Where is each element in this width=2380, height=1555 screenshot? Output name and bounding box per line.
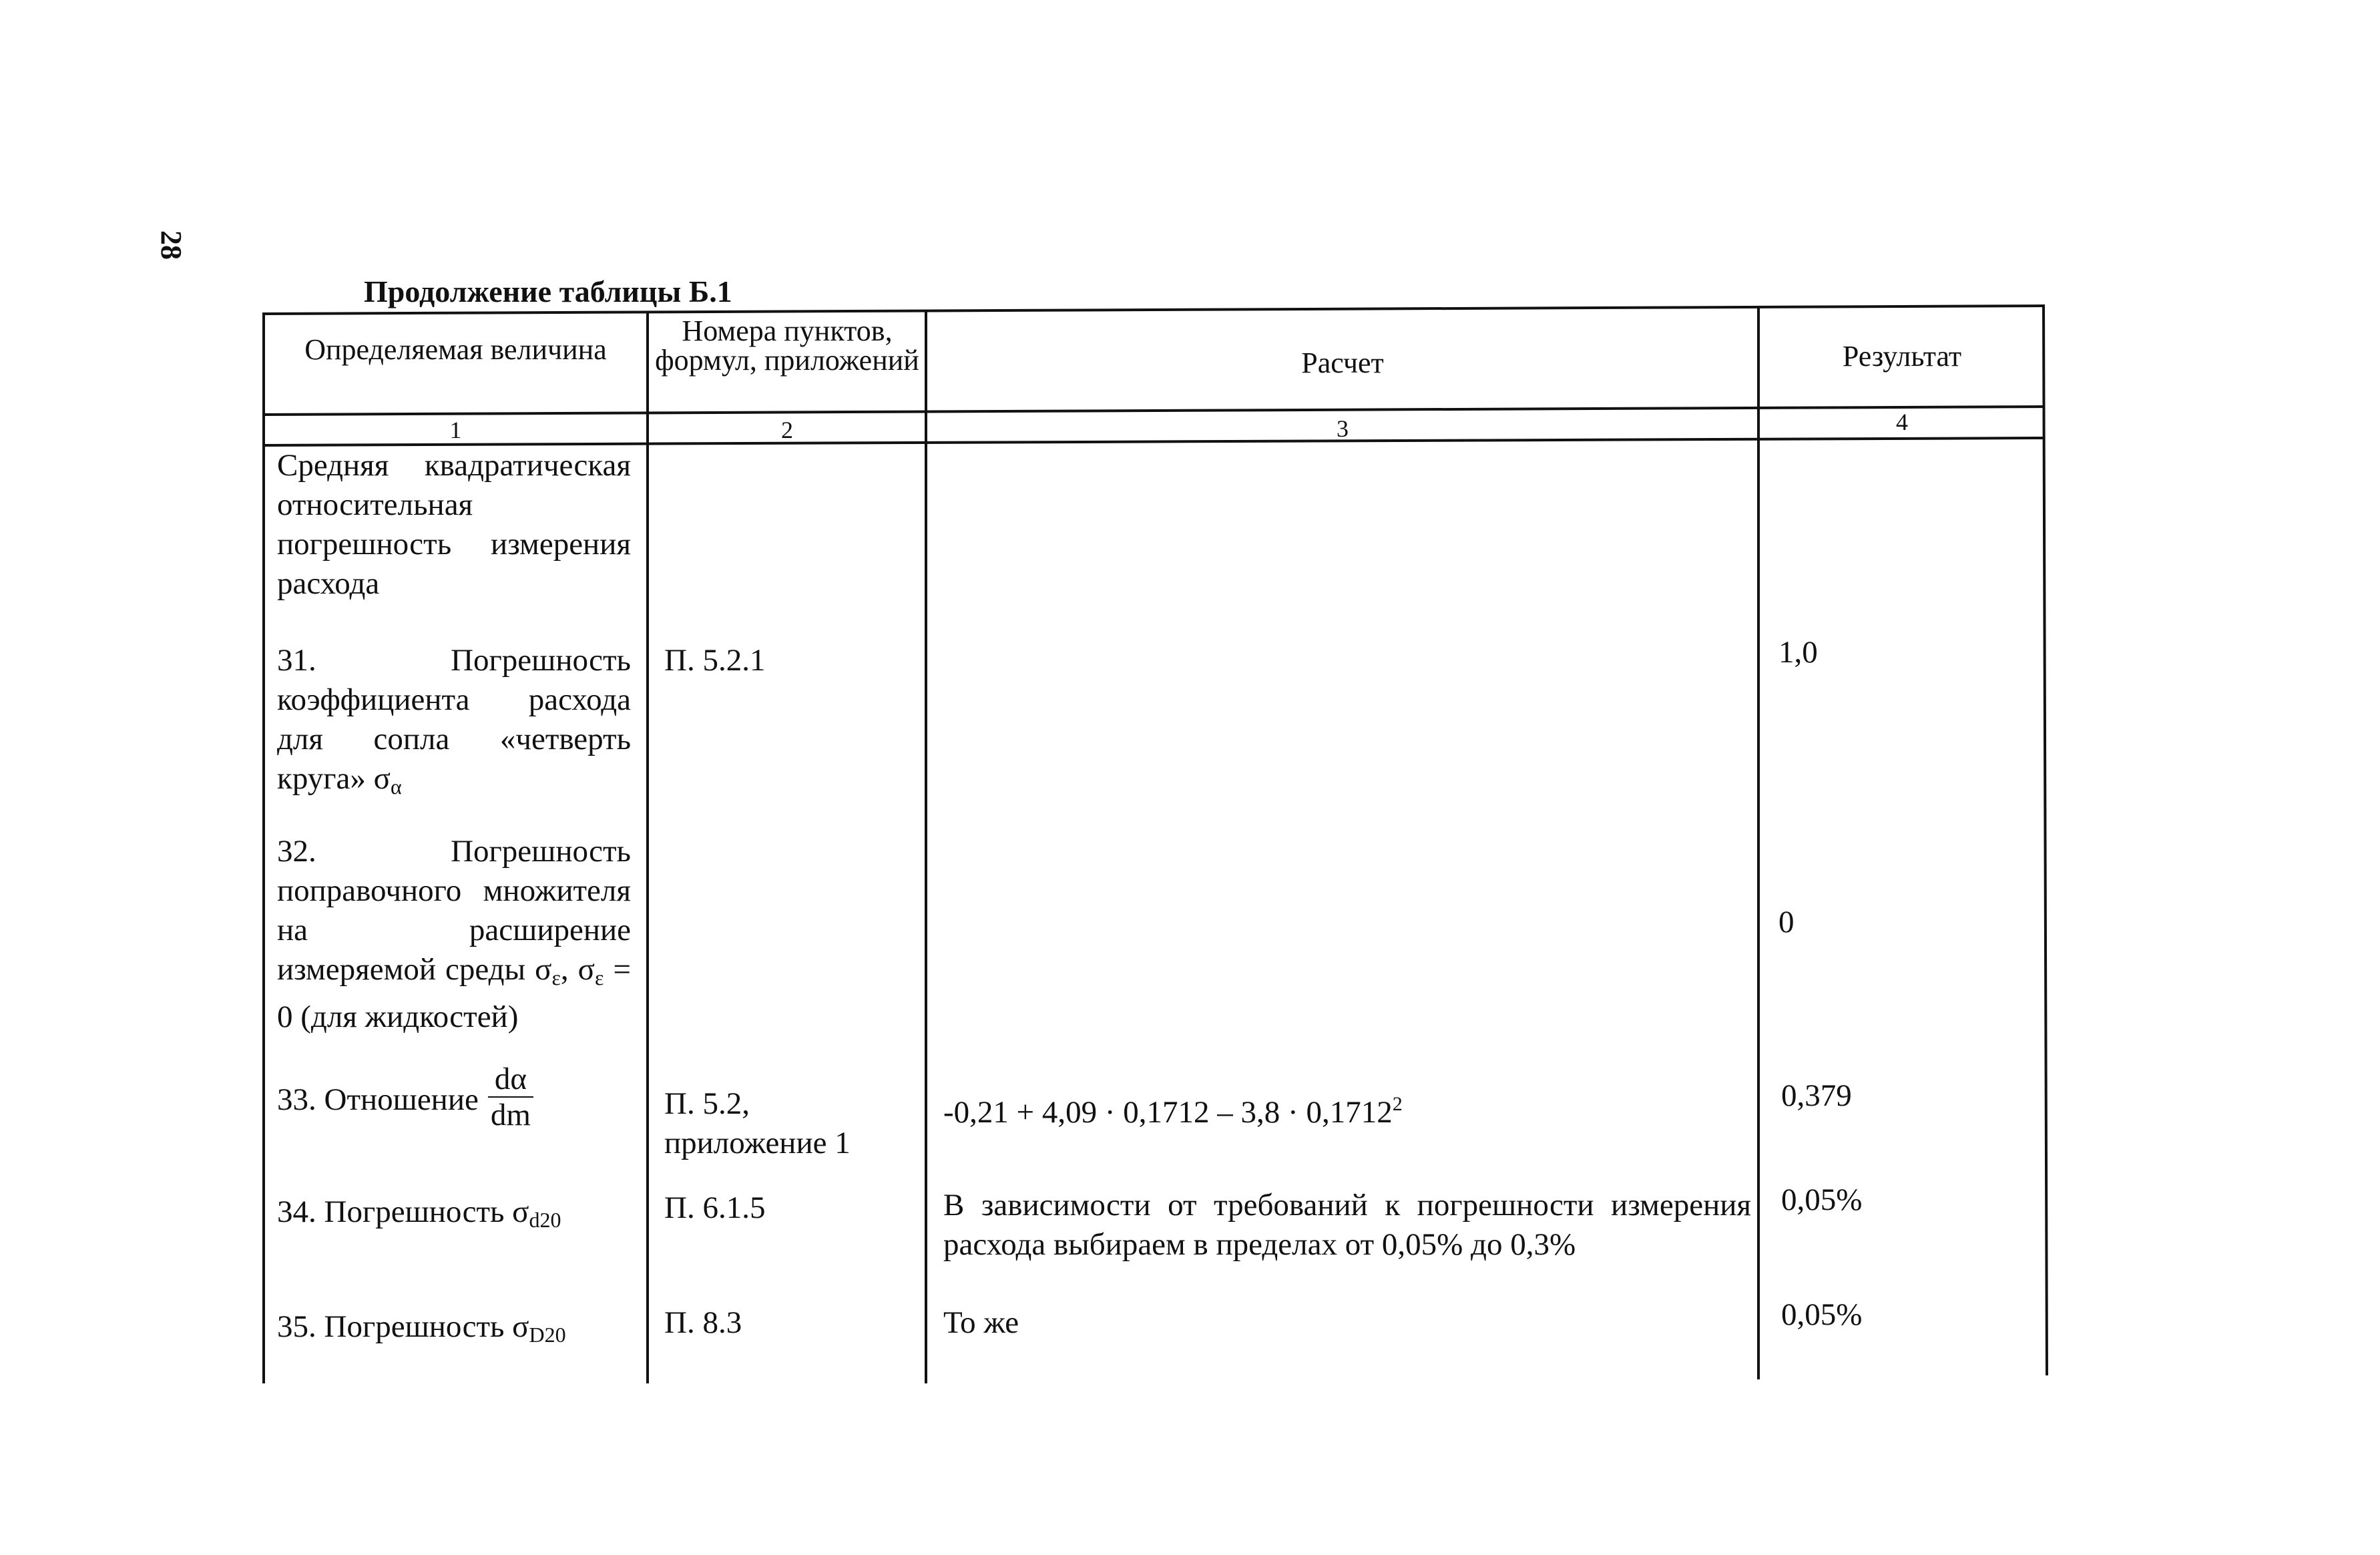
row-32-result: 0 [1778, 905, 1795, 939]
row-33-calculation: $-0,21 + 4,09 \cdot 0,1712 - 3,8 \cdot 0,1712^2$ [943, 1093, 1403, 1130]
row-35-result: 0,05% [1781, 1297, 1863, 1332]
column-number-1: 1 [449, 417, 462, 443]
row-34-calculation: В зависимости от требований к погрешности измерения расхода выбираем в пределах от 0,05% до 0,3% [943, 1188, 1751, 1262]
header-calculation: Расчет [1301, 347, 1384, 379]
row-33-clause: П. 5.2, приложение 1 [664, 1086, 851, 1160]
row-31-result: 1,0 [1778, 635, 1818, 670]
row-33-result: 0,379 [1781, 1078, 1852, 1113]
section-intro: Средняя квадратическая относительная погрешность измерения расхода [277, 448, 631, 601]
column-number-2: 2 [781, 417, 793, 443]
row-33-quantity: 33. Отношение $\frac{d\alpha}{dm}$ [277, 1067, 638, 1138]
row-34-quantity: 34. Погрешность $\sigma_{d20}$ [277, 1194, 561, 1232]
row-34-result: 0,05% [1781, 1182, 1863, 1217]
row-35-calculation: То же [943, 1305, 1019, 1340]
row-31-clause: П. 5.2.1 [664, 643, 766, 678]
column-number-3: 3 [1337, 415, 1349, 442]
header-result: Результат [1842, 340, 1962, 373]
header-clauses: Номера пунктов, формул, приложений [655, 314, 919, 377]
column-number-4: 4 [1896, 409, 1908, 435]
fraction-d-alpha-dm: $\frac{d\alpha}{dm}$ [488, 1062, 533, 1132]
table-caption: Продолжение таблицы Б.1 [364, 274, 732, 308]
row-34-clause: П. 6.1.5 [664, 1190, 766, 1225]
row-35-clause: П. 8.3 [664, 1305, 742, 1340]
row-32-quantity: 32. Погрешность поправочного множителя на расширение измеряемой среды $\sigma_\varepsilon$, $\sigma_\varepsilon = 0$ (для жидкостей) [277, 834, 631, 1034]
header-quantity: Определяемая величина [304, 333, 607, 366]
row-31-quantity: 31. Погрешность коэффициента расхода для сопла «четверть круга» $\sigma_\alpha$ [277, 643, 631, 799]
row-35-quantity: 35. Погрешность $\sigma_{D20}$ [277, 1309, 566, 1347]
page-number: 28 [155, 230, 188, 260]
